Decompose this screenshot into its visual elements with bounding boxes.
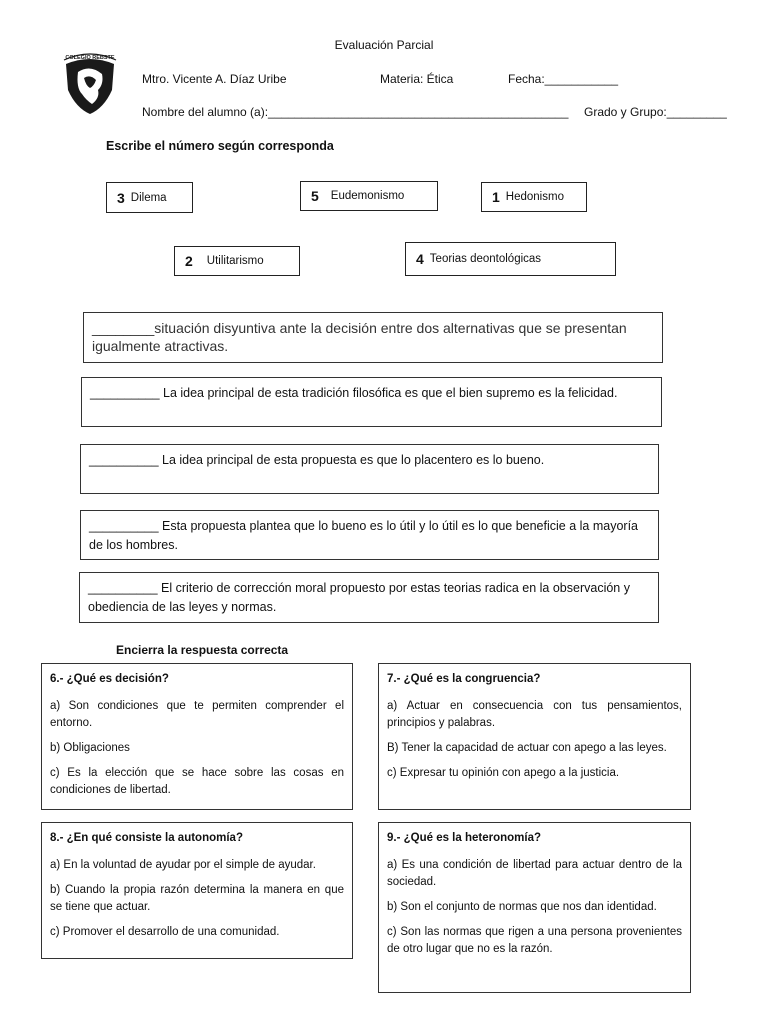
question-7 xyxy=(378,663,691,810)
term-label: Eudemonismo xyxy=(330,190,405,202)
option-a[interactable]: a) En la voluntad de ayudar por el simple de ayudar. xyxy=(50,859,316,871)
question-title: 9.- ¿Qué es la heteronomía? xyxy=(387,832,542,844)
date-field[interactable]: Fecha:___________ xyxy=(508,72,619,86)
option-c[interactable]: c) Son las normas que rigen a una persona provenientes de otro lugar que no es la razón. xyxy=(387,926,682,955)
option-b[interactable]: b) Obligaciones xyxy=(50,742,130,754)
section1-instruction: Escribe el número según corresponda xyxy=(106,139,334,153)
subject-label: Materia: Ética xyxy=(380,72,454,86)
definition-1: ________situación disyuntiva ante la decisión entre dos alternativas que se presentan igualmente atractivas. xyxy=(83,312,663,363)
definition-5: __________ El criterio de corrección moral propuesto por estas teorias radica en la observación y obediencia de las leyes y normas. xyxy=(79,572,659,623)
option-c[interactable]: c) Es la elección que se hace sobre las cosas en condiciones de libertad. xyxy=(50,767,344,796)
definition-2: __________ La idea principal de esta tradición filosófica es que el bien supremo es la felicidad. xyxy=(81,377,662,427)
question-title: 6.- ¿Qué es decisión? xyxy=(50,673,169,685)
option-c[interactable]: c) Expresar tu opinión con apego a la justicia. xyxy=(387,767,620,779)
question-title: 8.- ¿En qué consiste la autonomía? xyxy=(50,832,243,844)
teacher-name: Mtro. Vicente A. Díaz Uribe xyxy=(142,72,287,86)
term-number: 5 xyxy=(311,188,319,204)
term-label: Utilitarismo xyxy=(206,255,264,267)
term-box-utilitarismo xyxy=(174,246,300,276)
option-b[interactable]: b) Son el conjunto de normas que nos dan identidad. xyxy=(387,901,657,913)
term-number: 2 xyxy=(185,253,193,269)
option-a[interactable]: a) Es una condición de libertad para actuar dentro de la sociedad. xyxy=(387,859,682,888)
term-box-eudemonismo xyxy=(300,181,438,211)
term-box-dilema xyxy=(106,182,193,213)
term-box-hedonismo xyxy=(481,182,587,212)
logo-text: COLEGIO REBSTE xyxy=(65,55,115,61)
term-label: Teorias deontológicas xyxy=(429,253,542,265)
question-6 xyxy=(41,663,353,810)
term-number: 3 xyxy=(117,189,125,206)
option-b[interactable]: b) Cuando la propia razón determina la manera en que se tiene que actuar. xyxy=(50,884,344,913)
definition-3: __________ La idea principal de esta propuesta es que lo placentero es lo bueno. xyxy=(80,444,659,494)
question-title: 7.- ¿Qué es la congruencia? xyxy=(387,673,541,685)
school-logo-icon xyxy=(60,50,120,116)
question-9 xyxy=(378,822,691,993)
term-label: Dilema xyxy=(130,191,167,204)
option-a[interactable]: a) Son condiciones que te permiten comprender el entorno. xyxy=(50,700,344,729)
question-8 xyxy=(41,822,353,959)
definition-4: __________ Esta propuesta plantea que lo bueno es lo útil y lo útil es lo que beneficie a la mayoría de los hombres. xyxy=(80,510,659,560)
term-number: 1 xyxy=(492,189,500,205)
option-a[interactable]: a) Actuar en consecuencia con tus pensamientos, principios y palabras. xyxy=(387,700,682,729)
term-box-deontologicas xyxy=(405,242,616,276)
section2-instruction: Encierra la respuesta correcta xyxy=(116,643,289,657)
grade-group-field[interactable]: Grado y Grupo:_________ xyxy=(584,105,727,119)
page-title: Evaluación Parcial xyxy=(334,38,434,52)
student-name-field[interactable]: Nombre del alumno (a):_____________________________________________ xyxy=(142,105,569,119)
term-number: 4 xyxy=(416,251,424,267)
term-label: Hedonismo xyxy=(505,191,564,203)
option-b[interactable]: B) Tener la capacidad de actuar con apego a las leyes. xyxy=(387,742,667,754)
option-c[interactable]: c) Promover el desarrollo de una comunidad. xyxy=(50,926,280,938)
